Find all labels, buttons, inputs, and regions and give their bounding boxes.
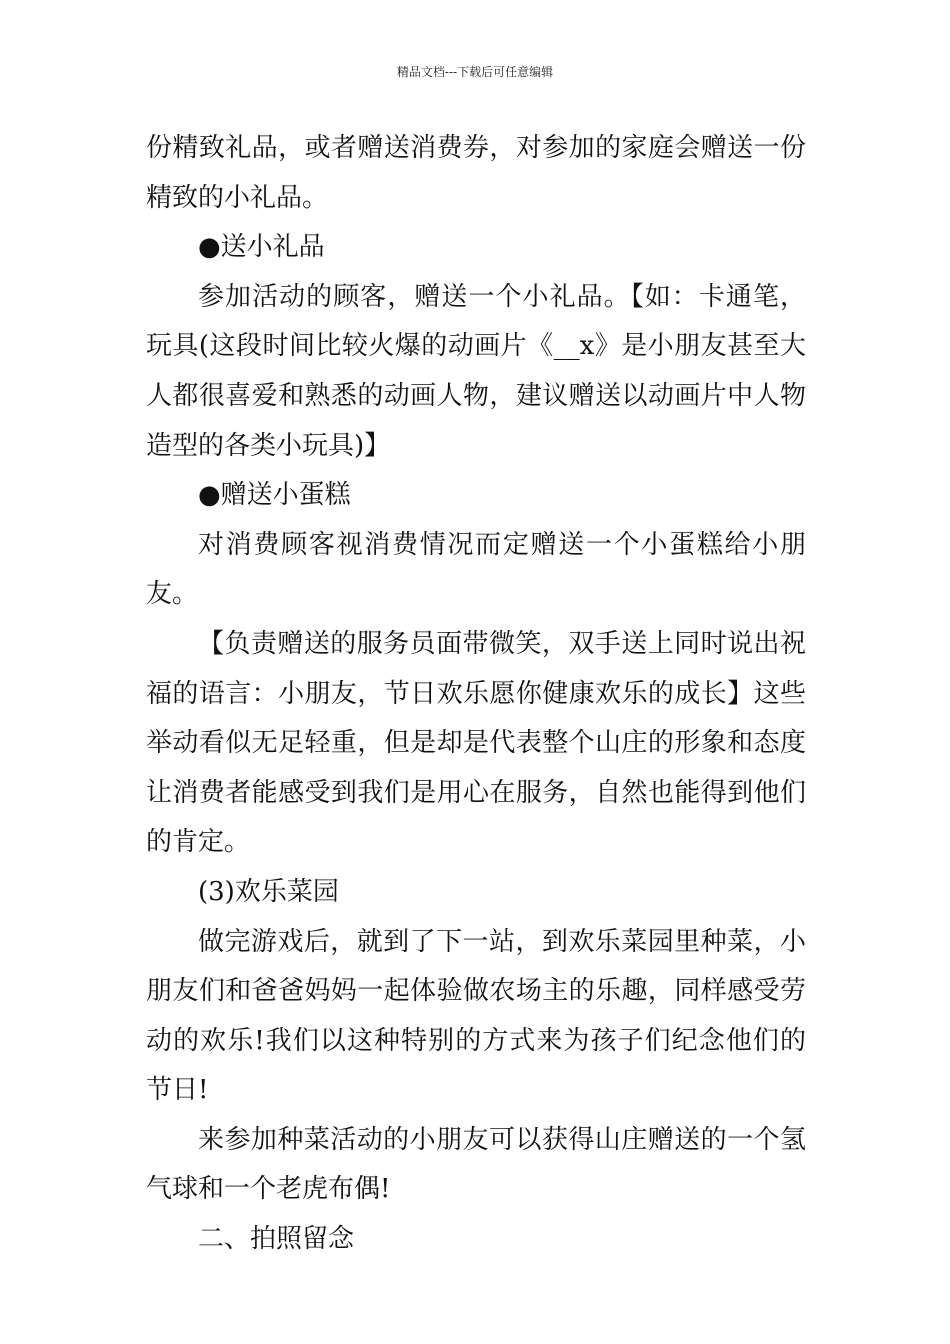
section-happy-garden: (3)欢乐菜园 — [198, 876, 339, 907]
bullet-small-cake: ●赠送小蛋糕 — [198, 480, 351, 511]
paragraph-gift-intro: 份精致礼品，或者赠送消费券，对参加的家庭会赠送一份精致的小礼品。 — [146, 133, 806, 213]
section-photo: 二、拍照留念 — [198, 1224, 355, 1255]
bullet-small-gift: ●送小礼品 — [198, 232, 325, 263]
paragraph-garden-activity: 做完游戏后，就到了下一站，到欢乐菜园里种菜，小朋友们和爸爸妈妈一起体验做农场主的乐趣，同样感受劳动的欢乐!我们以这种特别的方式来为孩子们纪念他们的节日! — [146, 926, 806, 1106]
document-body — [146, 124, 806, 1265]
page-header: 精品文档---下载后可任意编辑 — [396, 65, 554, 79]
paragraph-garden-gift: 来参加种菜活动的小朋友可以获得山庄赠送的一个氢气球和一个老虎布偶! — [146, 1124, 806, 1205]
paragraph-small-cake: 对消费顾客视消费情况而定赠送一个小蛋糕给小朋友。 — [146, 529, 806, 610]
paragraph-small-gift: 参加活动的顾客，赠送一个小礼品。【如：卡通笔，玩具(这段时间比较火爆的动画片《__x》是小朋友甚至大人都很喜爱和熟悉的动画人物，建议赠送以动画片中人物造型的各类小玩具)】 — [146, 281, 806, 461]
paragraph-service-note: 【负责赠送的服务员面带微笑，双手送上同时说出祝福的语言：小朋友，节日欢乐愿你健康欢乐的成长】这些举动看似无足轻重，但是却是代表整个山庄的形象和态度让消费者能感受到我们是用心在服务，自然也能得到他们的肯定。 — [146, 628, 806, 858]
